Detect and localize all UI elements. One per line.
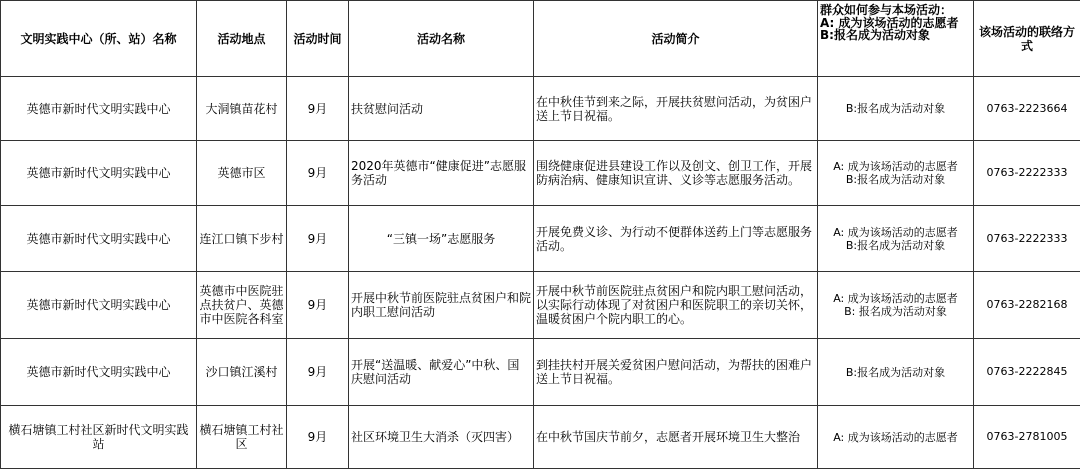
- cell-center: 英德市新时代文明实践中心: [1, 141, 197, 206]
- cell-contact: 0763-2282168: [974, 272, 1080, 339]
- cell-participation: [818, 339, 974, 406]
- cell-activity-name: 开展“送温暖、献爱心”中秋、国庆慰问活动: [349, 339, 534, 406]
- participation-b: B:报名成为活动对象: [845, 102, 946, 115]
- participation-b: B:报名成为活动对象: [845, 365, 946, 379]
- participation-b: B:报名成为活动对象: [845, 173, 946, 186]
- header-contact: 该场活动的联络方式: [974, 1, 1080, 77]
- cell-center: 横石塘镇工村社区新时代文明实践站: [1, 406, 197, 469]
- cell-participation: [818, 206, 974, 272]
- cell-activity-name: 社区环境卫生大消杀（灭四害）: [349, 406, 534, 469]
- cell-location: 连江口镇下步村: [197, 206, 287, 272]
- cell-activity-name: 开展中秋节前医院驻点贫困户和院内职工慰问活动: [349, 272, 534, 339]
- table-row: [1, 77, 1080, 141]
- header-activity-name: 活动名称: [349, 1, 534, 77]
- participation-a: A: 成为该场活动的志愿者: [833, 292, 958, 305]
- participation-b: B:报名成为活动对象: [845, 238, 946, 252]
- cell-center: 英德市新时代文明实践中心: [1, 206, 197, 272]
- header-participation-line2: A: 成为该场活动的志愿者: [820, 15, 959, 30]
- header-time: 活动时间: [287, 1, 349, 77]
- cell-summary: 到挂扶村开展关爱贫困户慰问活动，为帮扶的困难户送上节日祝福。: [534, 339, 818, 406]
- cell-time: 9月: [287, 141, 349, 206]
- cell-participation: [818, 406, 974, 469]
- cell-center: 英德市新时代文明实践中心: [1, 339, 197, 406]
- header-row: [1, 1, 1080, 77]
- cell-activity-name: “三镇一场”志愿服务: [349, 206, 534, 272]
- cell-contact: 0763-2222333: [974, 206, 1080, 272]
- participation-a: A: 成为该场活动的志愿者: [833, 430, 958, 444]
- header-participation-line1: 群众如何参与本场活动：: [820, 3, 953, 17]
- cell-summary: 开展中秋节前医院驻点贫困户和院内职工慰问活动，以实际行动体现了对贫困户和医院职工的亲切关怀，温暖贫困户个院内职工的心。: [534, 272, 818, 339]
- cell-activity-name: 2020年英德市“健康促进”志愿服务活动: [349, 141, 534, 206]
- participation-a: A: 成为该场活动的志愿者: [833, 160, 958, 173]
- participation-a: A: 成为该场活动的志愿者: [833, 225, 958, 239]
- cell-location: 大洞镇苗花村: [197, 77, 287, 141]
- cell-time: 9月: [287, 272, 349, 339]
- cell-contact: 0763-2222845: [974, 339, 1080, 406]
- cell-time: 9月: [287, 77, 349, 141]
- cell-summary: 围绕健康促进县建设工作以及创文、创卫工作，开展防病治病、健康知识宣讲、义诊等志愿服务活动。: [534, 141, 818, 206]
- cell-summary: 在中秋节国庆节前夕，志愿者开展环境卫生大整治: [534, 406, 818, 469]
- cell-activity-name: 扶贫慰问活动: [349, 77, 534, 141]
- cell-center: 英德市新时代文明实践中心: [1, 77, 197, 141]
- cell-contact: 0763-2223664: [974, 77, 1080, 141]
- cell-contact: 0763-2781005: [974, 406, 1080, 469]
- header-participation: [818, 1, 974, 77]
- participation-b: B: 报名成为活动对象: [844, 305, 947, 318]
- cell-location: 英德市中医院驻点扶贫户、英德市中医院各科室: [197, 272, 287, 339]
- cell-participation: [818, 272, 974, 339]
- table-row: [1, 141, 1080, 206]
- cell-participation: [818, 77, 974, 141]
- table-row: [1, 339, 1080, 406]
- table-row: [1, 272, 1080, 339]
- cell-location: 横石塘镇工村社区: [197, 406, 287, 469]
- header-summary: 活动简介: [534, 1, 818, 77]
- cell-summary: 在中秋佳节到来之际，开展扶贫慰问活动，为贫困户送上节日祝福。: [534, 77, 818, 141]
- header-center-name: 文明实践中心（所、站）名称: [1, 1, 197, 77]
- header-location: 活动地点: [197, 1, 287, 77]
- cell-location: 英德市区: [197, 141, 287, 206]
- cell-contact: 0763-2222333: [974, 141, 1080, 206]
- cell-time: 9月: [287, 339, 349, 406]
- cell-center: 英德市新时代文明实践中心: [1, 272, 197, 339]
- cell-location: 沙口镇江溪村: [197, 339, 287, 406]
- cell-time: 9月: [287, 406, 349, 469]
- cell-summary: 开展免费义诊、为行动不便群体送药上门等志愿服务活动。: [534, 206, 818, 272]
- cell-time: 9月: [287, 206, 349, 272]
- table-row: [1, 406, 1080, 469]
- header-participation-line3: B:报名成为活动对象: [820, 28, 930, 42]
- cell-participation: [818, 141, 974, 206]
- table-row: [1, 206, 1080, 272]
